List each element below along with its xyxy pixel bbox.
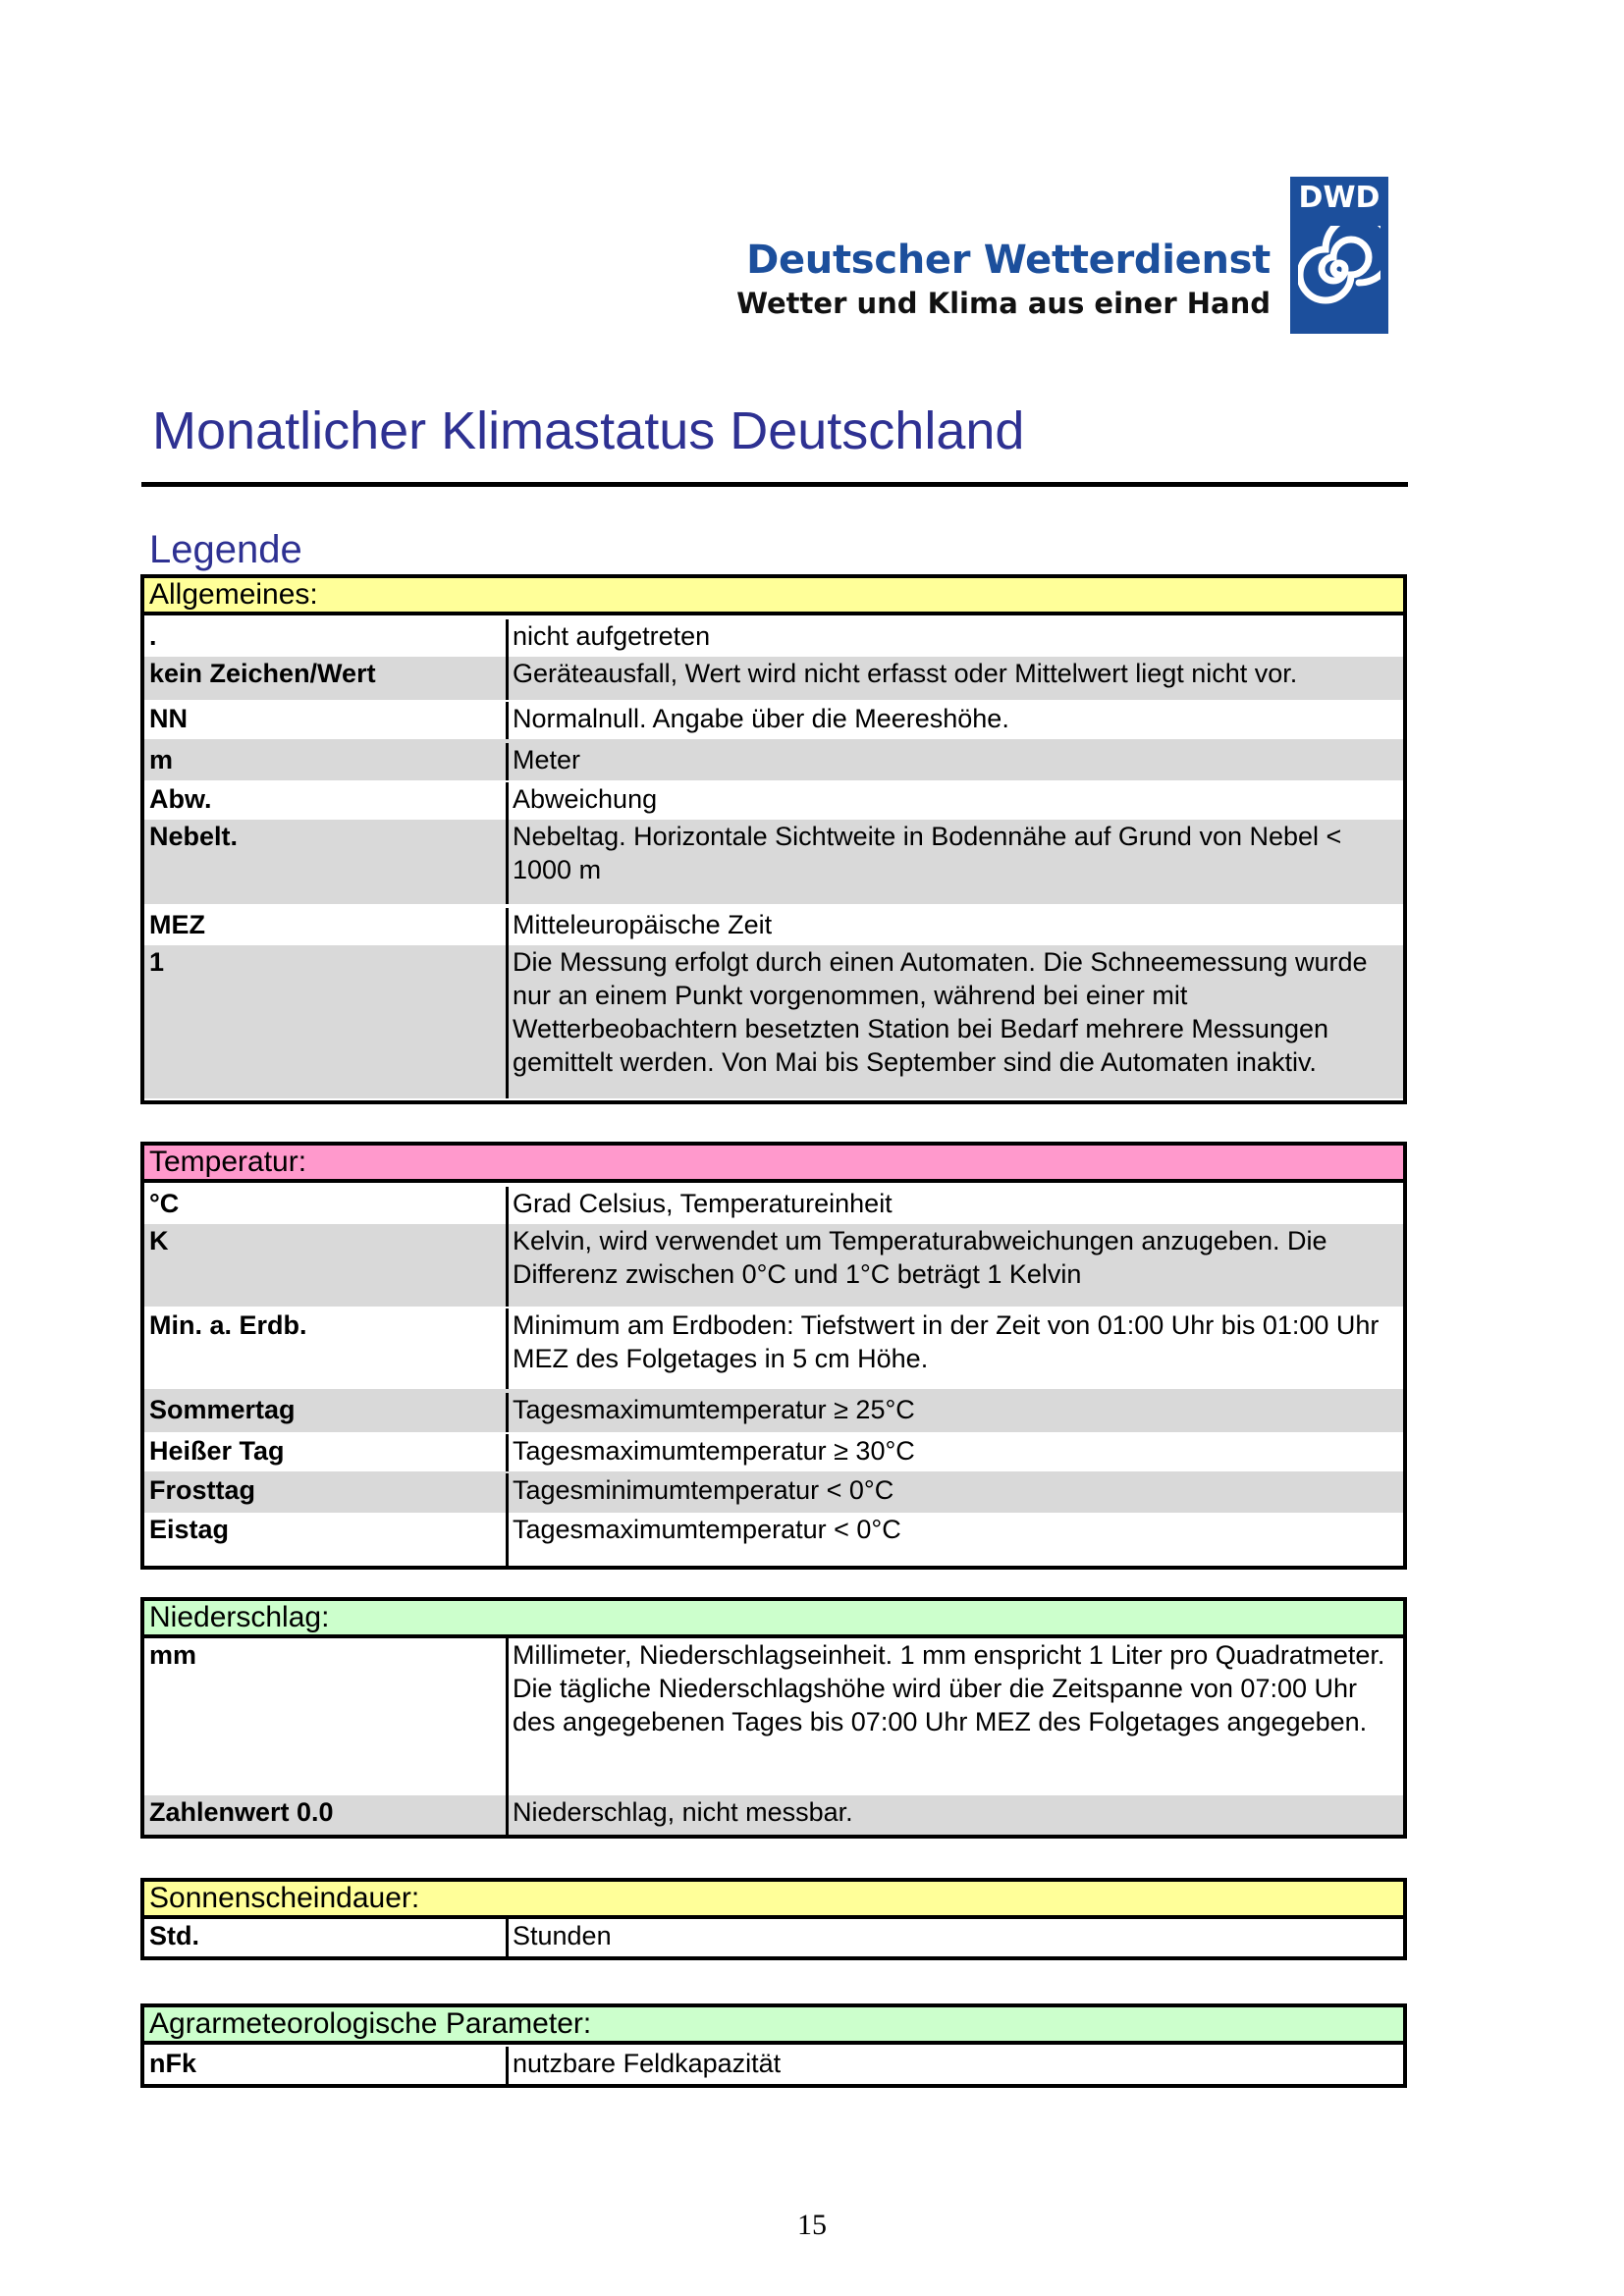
- table-sonnenscheindauer: [140, 1878, 1407, 1960]
- row-value: Tagesmaximumtemperatur ≥ 25°C: [513, 1395, 915, 1424]
- table-temperatur: [140, 1142, 1407, 1570]
- table-row: [144, 1307, 1403, 1389]
- table-row: [144, 1795, 1403, 1835]
- row-key: kein Zeichen/Wert: [144, 657, 509, 700]
- page-number: 15: [797, 2209, 827, 2241]
- row-value: Tagesminimumtemperatur < 0°C: [513, 1475, 894, 1505]
- row-value: Geräteausfall, Wert wird nicht erfasst oder Mittelwert liegt nicht vor.: [513, 659, 1298, 688]
- table-agrarmeteorologie: [140, 2003, 1407, 2088]
- section-header-niederschlag: Niederschlag:: [144, 1601, 1403, 1638]
- table-row: [144, 1638, 1403, 1795]
- row-key: Abw.: [144, 782, 509, 820]
- row-value: Millimeter, Niederschlagseinheit. 1 mm enspricht 1 Liter pro Quadratmeter. Die tägliche Niederschlagshöhe wird über die Zeitspanne von 07:00 Uhr des angegebenen Tages bis 07:00 Uhr MEZ des Folgetages angegeben.: [513, 1640, 1385, 1736]
- section-header-agrarmeteorologie: Agrarmeteorologische Parameter:: [144, 2007, 1403, 2045]
- table-row: [144, 739, 1403, 780]
- row-value: Nebeltag. Horizontale Sichtweite in Bodennähe auf Grund von Nebel < 1000 m: [513, 822, 1342, 884]
- row-value: Niederschlag, nicht messbar.: [513, 1797, 853, 1827]
- row-value: Minimum am Erdboden: Tiefstwert in der Zeit von 01:00 Uhr bis 01:00 Uhr MEZ des Folgetages in 5 cm Höhe.: [513, 1310, 1380, 1373]
- table-row: [144, 1513, 1403, 1566]
- table-row: [144, 1183, 1403, 1224]
- row-value: nutzbare Feldkapazität: [513, 2049, 782, 2078]
- row-key: Heißer Tag: [144, 1434, 509, 1471]
- page-title: Monatlicher Klimastatus Deutschland: [152, 401, 1025, 460]
- row-value: Kelvin, wird verwendet um Temperaturabweichungen anzugeben. Die Differenz zwischen 0°C und 1°C beträgt 1 Kelvin: [513, 1226, 1327, 1289]
- row-key: .: [144, 619, 509, 657]
- table-row: [144, 657, 1403, 700]
- row-value: nicht aufgetreten: [513, 621, 711, 651]
- row-key: Min. a. Erdb.: [144, 1308, 509, 1389]
- row-key: NN: [144, 702, 509, 739]
- logo-abbr: DWD: [1298, 181, 1380, 215]
- row-value: Meter: [513, 745, 581, 774]
- row-key: Eistag: [144, 1513, 509, 1566]
- row-key: K: [144, 1224, 509, 1307]
- table-niederschlag: [140, 1597, 1407, 1839]
- swirl-icon: [1298, 226, 1380, 324]
- table-row: [144, 615, 1403, 657]
- row-key: m: [144, 743, 509, 780]
- table-row: [144, 780, 1403, 820]
- table-allgemeines: [140, 574, 1407, 1104]
- table-row: [144, 700, 1403, 739]
- row-key: 1: [144, 945, 509, 1098]
- row-value: Tagesmaximumtemperatur ≥ 30°C: [513, 1436, 915, 1466]
- table-row: [144, 1471, 1403, 1513]
- table-row: [144, 820, 1403, 904]
- row-key: MEZ: [144, 908, 509, 945]
- row-key: nFk: [144, 2047, 509, 2084]
- table-row: [144, 1432, 1403, 1471]
- legend-heading: Legende: [149, 528, 302, 571]
- row-value: Grad Celsius, Temperatureinheit: [513, 1189, 893, 1218]
- row-key: Frosttag: [144, 1473, 509, 1513]
- row-value: Mitteleuropäische Zeit: [513, 910, 773, 939]
- section-header-sonnenscheindauer: Sonnenscheindauer:: [144, 1882, 1403, 1919]
- logo-text: [736, 238, 1271, 320]
- table-row: [144, 1389, 1403, 1432]
- row-key: mm: [144, 1638, 509, 1795]
- table-row: [144, 2045, 1403, 2084]
- logo-box: [1290, 177, 1388, 334]
- table-row: [144, 904, 1403, 945]
- dwd-logo: [736, 177, 1388, 339]
- table-row: [144, 1919, 1403, 1956]
- row-key: Std.: [144, 1919, 509, 1956]
- row-key: Sommertag: [144, 1393, 509, 1432]
- logo-tagline: Wetter und Klima aus einer Hand: [736, 287, 1271, 320]
- row-value: Normalnull. Angabe über die Meereshöhe.: [513, 704, 1009, 733]
- logo-org-name: Deutscher Wetterdienst: [746, 238, 1271, 283]
- row-value: Die Messung erfolgt durch einen Automaten. Die Schneemessung wurde nur an einem Punkt vorgenommen, während bei einer mit Wetterbeobachtern besetzten Station bei Bedarf mehrere Messungen gemittelt werden. Von Mai bis September sind die Automaten inaktiv.: [513, 947, 1368, 1077]
- row-value: Tagesmaximumtemperatur < 0°C: [513, 1515, 901, 1544]
- section-header-temperatur: Temperatur:: [144, 1146, 1403, 1183]
- table-row: [144, 1224, 1403, 1307]
- row-key: Nebelt.: [144, 820, 509, 904]
- title-divider: [141, 482, 1408, 487]
- table-row: [144, 945, 1403, 1098]
- row-value: Stunden: [513, 1921, 612, 1950]
- row-key: °C: [144, 1187, 509, 1224]
- row-value: Abweichung: [513, 784, 658, 814]
- row-key: Zahlenwert 0.0: [144, 1795, 509, 1835]
- section-header-allgemeines: Allgemeines:: [144, 578, 1403, 615]
